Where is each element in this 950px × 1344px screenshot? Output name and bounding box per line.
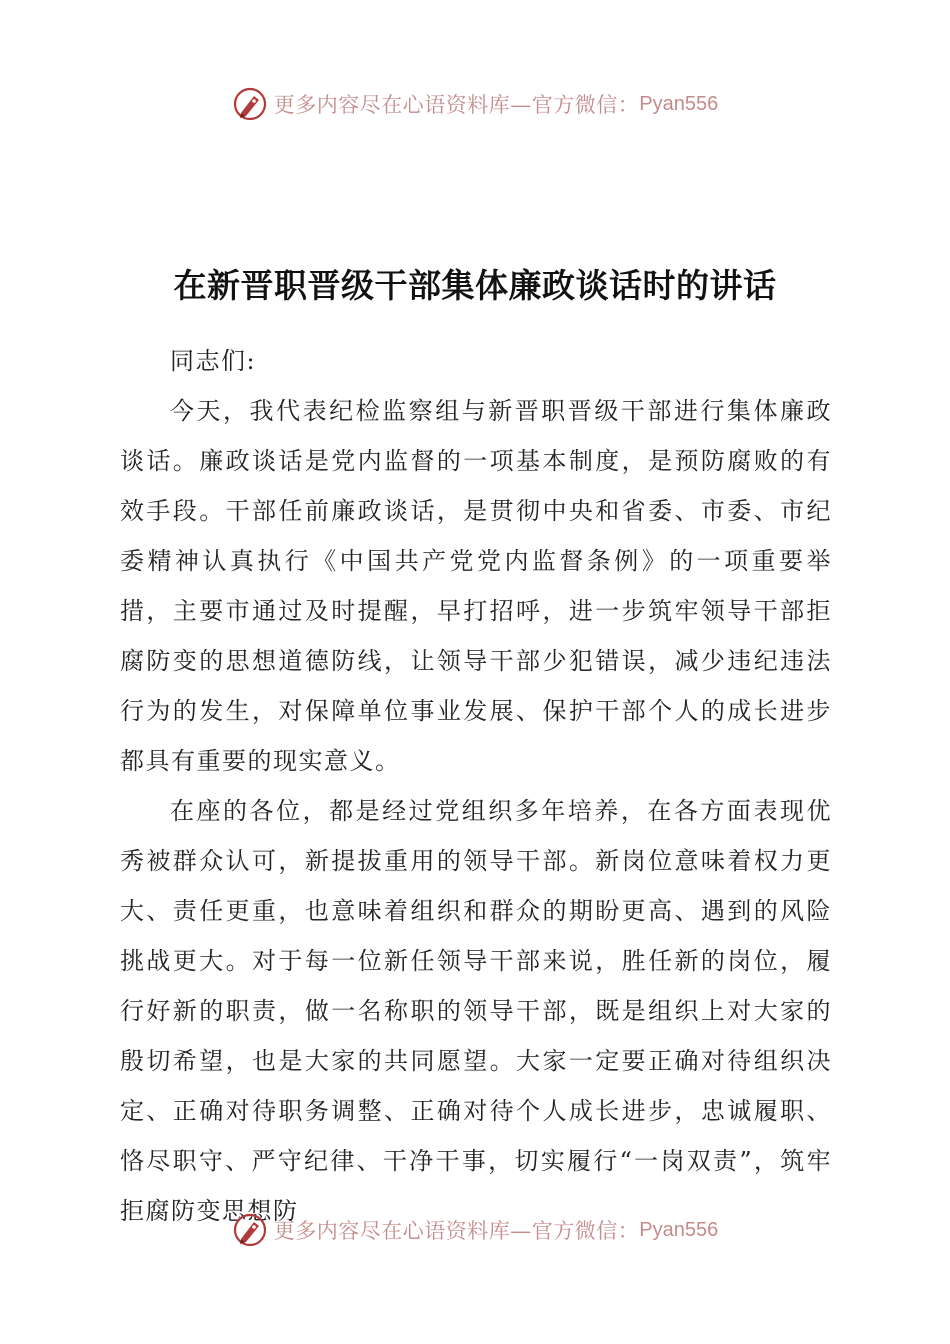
document-body [120,336,832,1236]
page-title: 在新晋职晋级干部集体廉政谈话时的讲话 [173,266,777,305]
pen-nib-logo-icon [232,86,268,122]
header-banner [0,84,950,124]
wechat-id: Pyan556 [639,92,719,115]
footer-banner [0,1210,950,1250]
banner-text: 更多内容尽在心语资料库—官方微信： [273,1219,640,1243]
banner-text: 更多内容尽在心语资料库—官方微信： [273,93,640,117]
pen-nib-logo-icon [232,1212,268,1248]
wechat-id: Pyan556 [639,1218,719,1241]
paragraph: 今天，我代表纪检监察组与新晋职晋级干部进行集体廉政谈话。廉政谈话是党内监督的一项基本制度，是预防腐败的有效手段。干部任前廉政谈话，是贯彻中央和省委、市委、市纪委精神认真执行《中国共产党党内监督条例》的一项重要举措，主要市通过及时提醒，早打招呼，进一步筑牢领导干部拒腐防变的思想道德防线，让领导干部少犯错误，减少违纪违法行为的发生，对保障单位事业发展、保护干部个人的成长进步都具有重要的现实意义。 [120,397,832,775]
paragraph: 在座的各位，都是经过党组织多年培养，在各方面表现优秀被群众认可，新提拔重用的领导干部。新岗位意味着权力更大、责任更重，也意味着组织和群众的期盼更高、遇到的风险挑战更大。对于每一位新任领导干部来说，胜任新的岗位，履行好新的职责，做一名称职的领导干部，既是组织上对大家的殷切希望，也是大家的共同愿望。大家一定要正确对待组织决定、正确对待职务调整、正确对待个人成长进步，忠诚履职、恪尽职守、严守纪律、干净干事，切实履行“一岗双责”，筑牢拒腐防变思想防 [120,797,832,1225]
salutation: 同志们: [170,347,257,375]
